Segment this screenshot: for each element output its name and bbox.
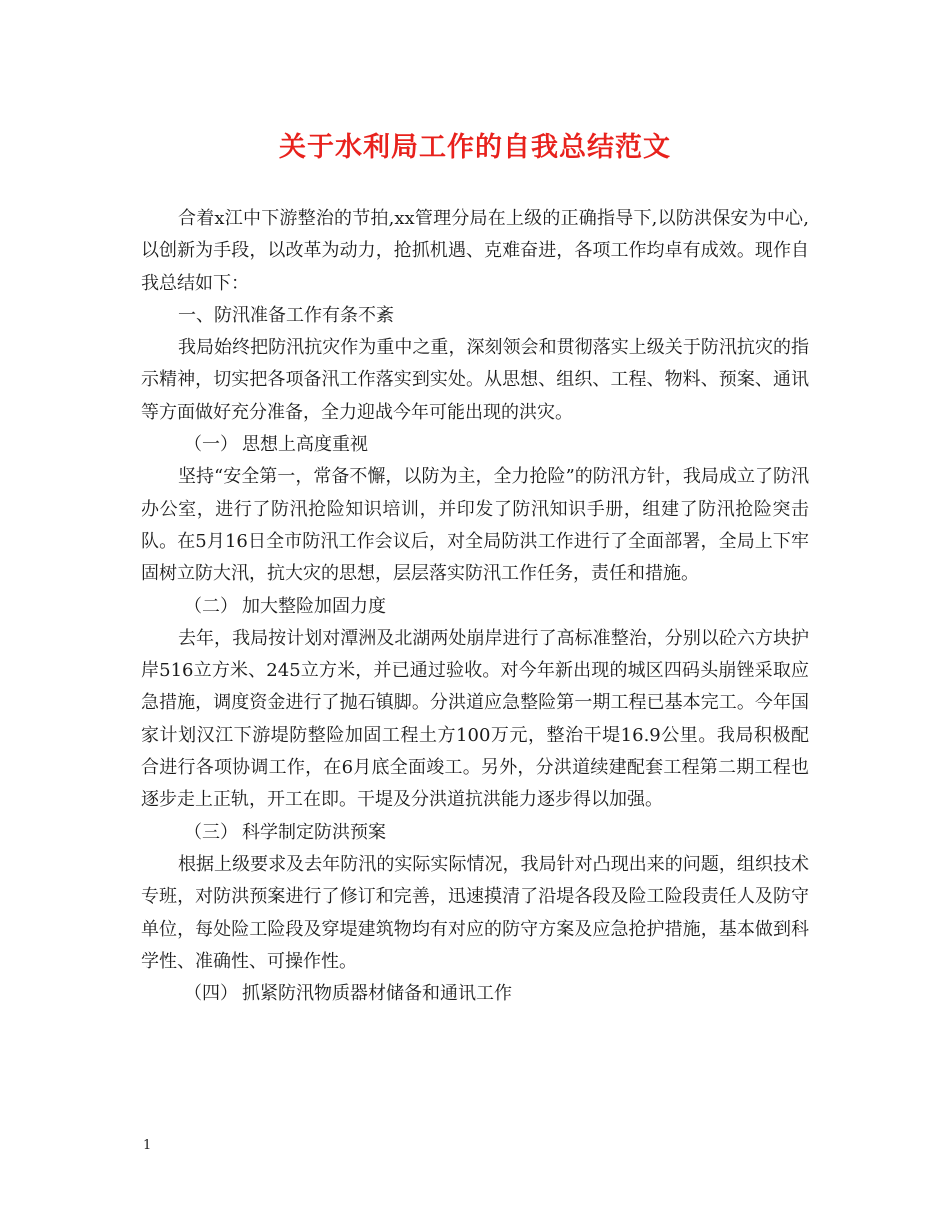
document-title: 关于水利局工作的自我总结范文: [279, 132, 671, 163]
subsection-number: （一）: [184, 434, 238, 456]
paragraph-subsection-2: 去年，我局按计划对潭洲及北湖两处崩岸进行了高标准整治，分别以砼六方块护岸516立方米、245立方米，并已通过验收。对今年新出现的城区四码头崩锉采取应急措施，调度资金进行了抛石镇脚。分洪道应急整险第一期工程已基本完工。今年国家计划汉江下游堤防整险加固工程土方100万元，整治干堤16.9公里。我局积极配合进行各项协调工作，在6月底全面竣工。另外，分洪道续建配套工程第二期工程也逐步走上正轨，开工在即。干堤及分洪道抗洪能力逐步得以加强。: [141, 627, 809, 811]
subsection-heading-2: [141, 591, 809, 623]
paragraph-section-1: 我局始终把防汛抗灾作为重中之重，深刻领会和贯彻落实上级关于防汛抗灾的指示精神，切实把各项备汛工作落实到实处。从思想、组织、工程、物料、预案、通讯等方面做好充分准备，全力迎战今年可能出现的洪灾。: [141, 337, 809, 423]
subsection-title: 科学制定防洪预案: [242, 821, 386, 843]
subsection-number: （三）: [184, 821, 238, 843]
subsection-title: 加大整险加固力度: [242, 595, 386, 617]
subsection-number: （二）: [184, 595, 238, 617]
subsection-title: 思想上高度重视: [242, 434, 368, 456]
paragraph-subsection-3: 根据上级要求及去年防汛的实际实际情况，我局针对凸现出来的问题，组织技术专班，对防洪预案进行了修订和完善，迅速摸清了沿堤各段及险工险段责任人及防守单位，每处险工险段及穿堤建筑物均有对应的防守方案及应急抢护措施，基本做到科学性、准确性、可操作性。: [141, 853, 809, 972]
subsection-title: 抓紧防汛物质器材储备和通讯工作: [242, 983, 512, 1005]
paragraph-subsection-1: 坚持“安全第一，常备不懈，以防为主，全力抢险”的防汛方针，我局成立了防汛办公室，进行了防汛抢险知识培训，并印发了防汛知识手册，组建了防汛抢险突击队。在5月16日全市防汛工作会议后，对全局防洪工作进行了全面部署，全局上下牢固树立防大汛，抗大灾的思想，层层落实防汛工作任务，责任和措施。: [141, 466, 809, 585]
document-body: [141, 203, 809, 1010]
subsection-heading-4: [141, 978, 809, 1010]
section-heading-1: 一、防汛准备工作有条不紊: [178, 304, 394, 326]
subsection-number: （四）: [184, 983, 238, 1005]
subsection-heading-1: [141, 429, 809, 461]
page-number: 1: [143, 1138, 152, 1153]
paragraph-intro: 合着x江中下游整治的节拍,xx管理分局在上级的正确指导下,以防洪保安为中心,以创新为手段，以改革为动力，抢抓机遇、克难奋进，各项工作均卓有成效。现作自我总结如下：: [141, 208, 809, 294]
subsection-heading-3: [141, 817, 809, 849]
